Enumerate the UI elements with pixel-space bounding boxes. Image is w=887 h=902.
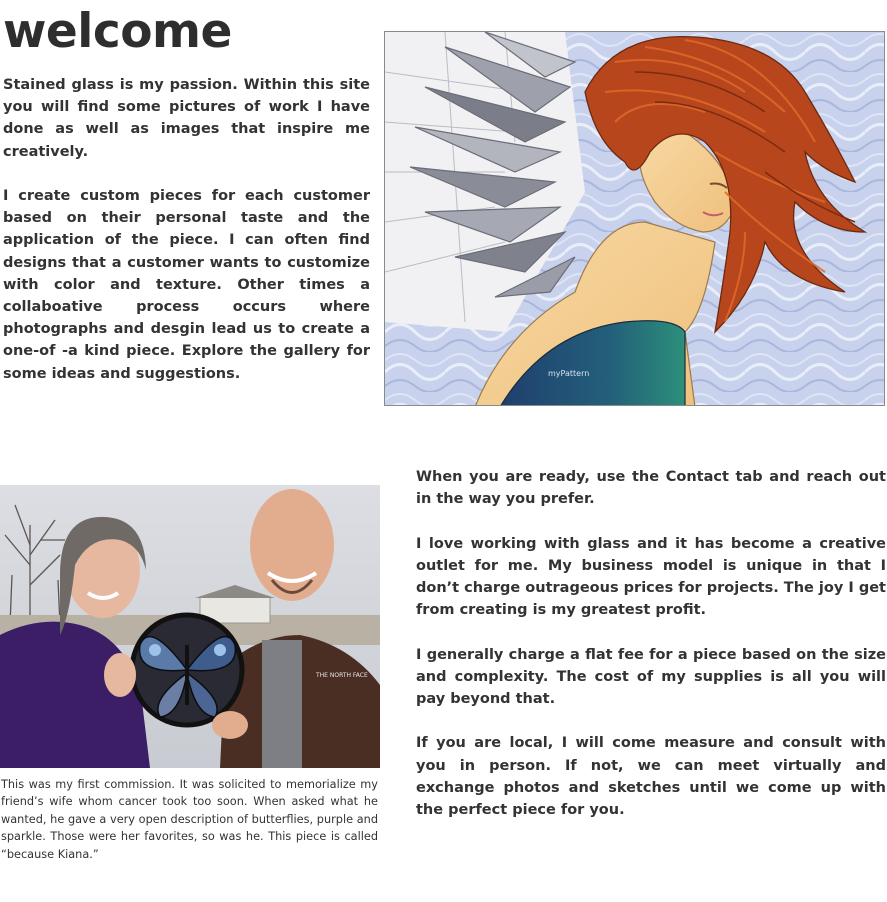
details-text	[416, 466, 886, 843]
details-paragraph: I love working with glass and it has become a creative outlet for me. My business model is unique in that I don’t charge outrageous prices for projects. The joy I get from creating is my greatest profit.	[416, 535, 886, 619]
jacket-logo-text: THE NORTH FACE	[316, 672, 368, 679]
photo-caption: This was my first commission. It was solicited to memorialize my friend’s wife whom cancer took too soon. When asked what he wanted, he gave a very open description of butterflies, purple and sparkle. Those were her favorites, so was he. This piece is called “because Kiana.”	[1, 778, 378, 861]
stained-glass-angel-image	[384, 31, 885, 406]
details-paragraph: I generally charge a flat fee for a piece based on the size and complexity. The cost of my supplies is all you will pay beyond that.	[416, 646, 886, 707]
commission-photo	[0, 485, 380, 768]
details-paragraph: When you are ready, use the Contact tab and reach out in the way you prefer.	[416, 469, 886, 508]
intro-paragraph: Stained glass is my passion. Within this site you will find some pictures of work I have done as well as images that inspire me creatively.	[3, 77, 370, 160]
intro-text	[3, 74, 370, 407]
details-paragraph: If you are local, I will come measure and consult with you in person. If not, we can meet virtually and exchange photos and sketches until we come up with the perfect piece for you.	[416, 735, 886, 818]
page-title: welcome	[3, 4, 232, 59]
watermark-text: myPattern	[548, 369, 590, 378]
intro-paragraph: I create custom pieces for each customer based on their personal taste and the application of the piece. I can often find designs that a customer wants to customize with color and texture. Other times a collaboative process occurs where photographs and desgin lead us to create a one-of -a kind piece. Explore the gallery for some ideas and suggestions.	[3, 188, 370, 382]
